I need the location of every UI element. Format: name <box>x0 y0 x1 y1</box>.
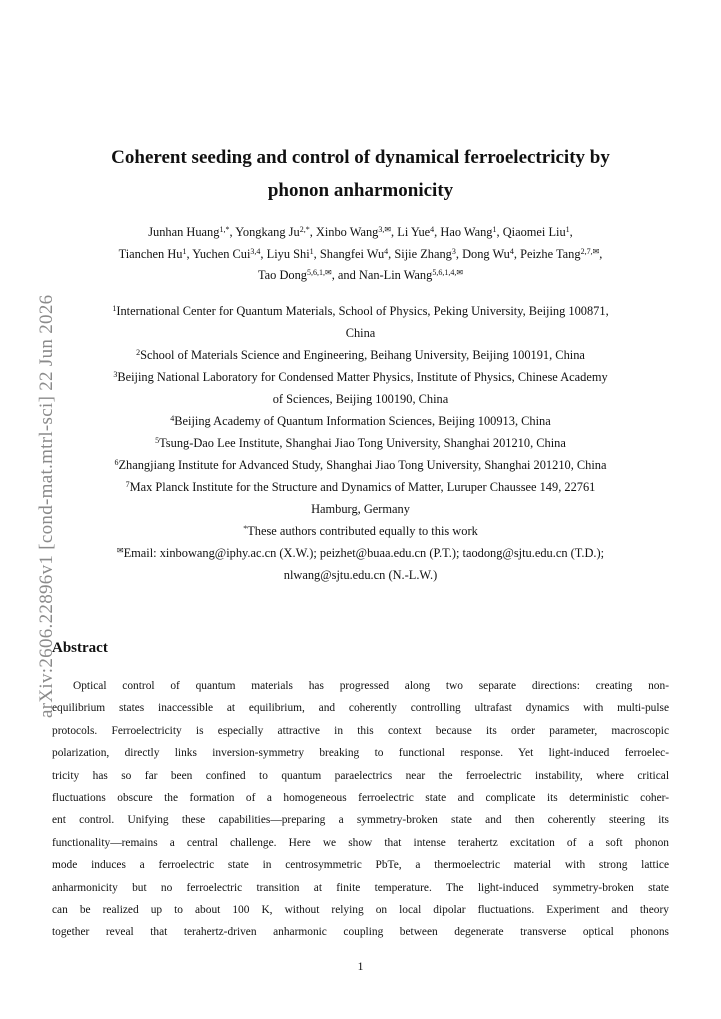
author-line-1: Junhan Huang$^{1,*}$, Yongkang $Ju^{2,*}$, Xinbo Wang$^{3,✉}$, Li Yue$^4$, Hao Wang$^1$, Qiaomei Liu$^1$, <box>148 225 573 239</box>
affiliation-sup: 1 <box>112 304 117 313</box>
author-sup: 1,* <box>219 225 230 234</box>
author-sup: 1 <box>182 246 187 256</box>
affiliation-4: $^4$Beijing Academy of Quantum Information Sciences, Beijing 100913, China <box>170 414 551 428</box>
affiliation-7: $^7$Max Planck Institute for the Structure and Dynamics of Matter, Luruper Chaussee 149, 22761 <box>125 480 596 494</box>
affiliation-sup: 2 <box>136 348 141 357</box>
author: Junhan Huang <box>148 225 220 239</box>
affiliation-1: $^1$International Center for Quantum Materials, School of Physics, Peking University, Beijing 100871, <box>112 304 609 318</box>
author-sup: 2,7,✉ <box>580 246 600 256</box>
author-sup: 1 <box>309 246 314 256</box>
author: Nan-Lin Wang <box>358 268 433 282</box>
author-sup: 1 <box>565 225 570 234</box>
author: Qiaomei Liu <box>502 225 566 239</box>
author: Li Yue <box>397 225 431 239</box>
author-join: , and <box>331 268 359 282</box>
author: Tianchen Hu <box>118 246 183 261</box>
author-sup: 3 <box>451 246 456 256</box>
author-sup: 4 <box>509 246 514 256</box>
author-sup: 3,4 <box>250 246 261 256</box>
abstract-line: protocols. Ferroelectricity is especially attractive in this context because its order parameter, macroscopic <box>52 724 669 737</box>
author-sup: 4 <box>430 225 435 234</box>
title-line-1: Coherent seeding and control of dynamical ferroelectricity by <box>111 147 610 168</box>
affiliation-6: $^6$Zhangjiang Institute for Advanced Study, Shanghai Jiao Tong University, Shanghai 201210, China <box>114 458 607 472</box>
author-sup: 1 <box>492 225 497 234</box>
affiliation-2: $^2$School of Materials Science and Engineering, Beihang University, Beijing 100191, China <box>136 348 585 362</box>
abstract-line: together reveal that terahertz-driven anharmonic coupling between degenerate transverse optical phonons <box>52 926 669 939</box>
author-sup: 2,* <box>299 225 310 234</box>
author: Shangfei Wu <box>319 246 385 261</box>
email-note: ✉Email: xinbowang@iphy.ac.cn (X.W.); peizhet@buaa.edu.cn (P.T.); taodong@sjtu.edu.cn (T.D.); <box>116 546 605 560</box>
author-sup: 4 <box>384 246 389 256</box>
affiliation-1-cont: China <box>345 326 376 340</box>
note-sup: * <box>243 524 248 533</box>
author-sup: 5,6,1,4,✉ <box>432 268 464 277</box>
affiliation-list <box>44 300 677 586</box>
author: Liyu Shi <box>266 246 310 261</box>
abstract-line: anharmonicity but no ferroelectric transition at finite temperature. The light-induced symmetry-broken state <box>52 881 669 894</box>
author: Yuchen Cui <box>192 246 251 261</box>
page-number: 1 <box>357 959 364 973</box>
author: Hao Wang <box>440 225 493 239</box>
arxiv-identifier: arXiv:2606.22896v1 [cond-mat.mtrl-sci] 22 Jun 2026 <box>36 294 57 718</box>
affiliation-5: $^5$Tsung-Dao Lee Institute, Shanghai Jiao Tong University, Shanghai 201210, China <box>155 436 566 450</box>
abstract-body <box>52 675 669 944</box>
affiliation-sup: 6 <box>114 458 119 467</box>
author-line-2: Tianchen Hu$^1$, Yuchen Cui$^{3,4}$, Liyu Shi$^1$, Shangfei Wu$^4$, Sijie Zhang$^3$, Dong Wu$^4$, Peizhe Tang$^{2,7,✉}$, <box>118 246 603 261</box>
title-line-2: phonon anharmonicity <box>267 180 454 201</box>
author: Peizhe Tang <box>520 246 581 261</box>
abstract-heading: Abstract <box>52 640 108 656</box>
affiliation-sup: 4 <box>170 414 175 423</box>
author-sup: 3,✉ <box>378 225 392 234</box>
author: Sijie Zhang <box>394 246 452 261</box>
author: Tao Dong <box>257 268 307 282</box>
author-line-3 <box>46 265 675 287</box>
envelope-icon: ✉ <box>116 546 124 555</box>
abstract-line: functionality—remains a central challenge. Here we show that intense terahertz excitation of a soft phonon <box>52 836 669 849</box>
author-sup: 5,6,1,✉ <box>306 268 332 277</box>
equal-contribution-note: *These authors contributed equally to this work <box>243 524 478 538</box>
abstract-line: polarization, directly links inversion-symmetry breaking to functional response. Yet light-induced ferroelec- <box>52 747 669 760</box>
author: Xinbo Wang <box>315 225 379 239</box>
abstract-line: can be realized up to about 100 K, without relying on local dipolar fluctuations. Experiment and theory <box>52 904 669 917</box>
affiliation-3: $^3$Beijing National Laboratory for Condensed Matter Physics, Institute of Physics, Chinese Academy <box>113 370 608 384</box>
affiliation-3-cont: of Sciences, Beijing 100190, China <box>272 392 449 406</box>
abstract-line: ent control. Unifying these capabilities—preparing a symmetry-broken state and then coherently steering its <box>52 814 669 827</box>
affiliation-sup: 7 <box>125 480 130 489</box>
affiliation-sup: 5 <box>155 436 160 445</box>
abstract-line: fluctuations obscure the formation of a homogeneous ferroelectric state and complicate its deterministic coher- <box>52 792 669 805</box>
abstract-line: mode induces a ferroelectric state in centrosymmetric PbTe, a thermoelectric material with strong lattice <box>52 859 669 872</box>
email-note-cont: nlwang@sjtu.edu.cn (N.-L.W.) <box>283 568 438 582</box>
abstract-line: equilibrium states inaccessible at equilibrium, and coherently controlling ultrafast dynamics with multi-pulse <box>52 702 669 715</box>
author-list <box>46 222 675 287</box>
paper-title <box>40 141 681 207</box>
abstract-line: Optical control of quantum materials has progressed along two separate directions: creating non- <box>73 680 669 692</box>
author: Dong Wu <box>462 246 510 261</box>
affiliation-sup: 3 <box>113 370 118 379</box>
abstract-line: tricity has so far been confined to quantum paraelectrics near the ferroelectric instability, where critical <box>52 769 669 782</box>
affiliation-7-cont: Hamburg, Germany <box>311 502 410 516</box>
author: Yongkang Ju <box>235 225 300 239</box>
